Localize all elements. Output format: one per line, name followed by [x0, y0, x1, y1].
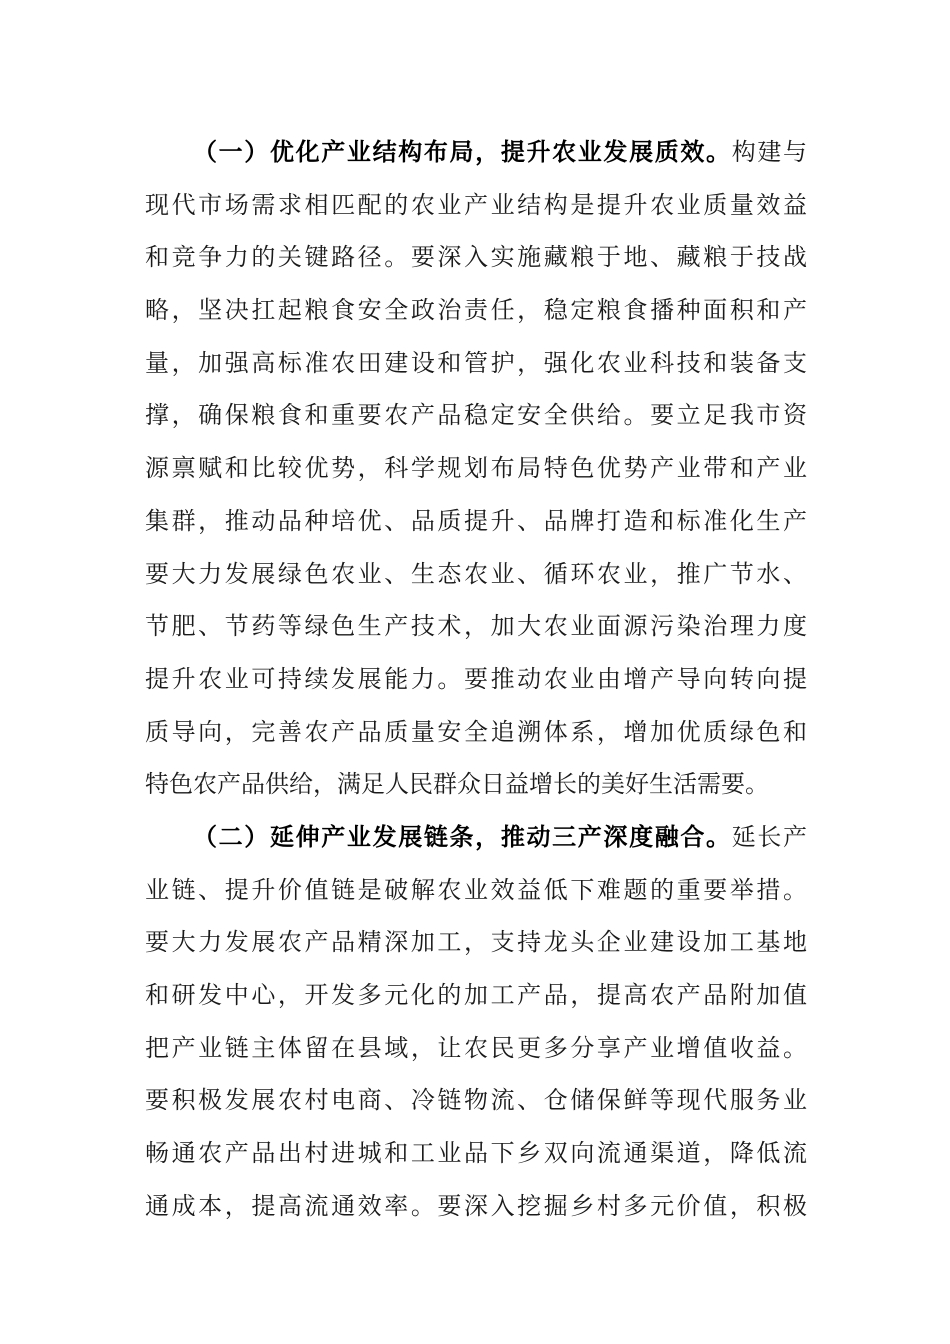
text-line: 畅通农产品出村进城和工业品下乡双向流通渠道，降低流 — [145, 1139, 807, 1168]
text-line: 通成本，提高流通效率。要深入挖掘乡村多元价值，积极 — [145, 1191, 807, 1220]
paragraph-2-heading: （二）延伸产业发展链条，推动三产深度融合。 — [193, 822, 732, 851]
text-line: 现代市场需求相匹配的农业产业结构是提升农业质量效益 — [145, 190, 807, 219]
text-line: 集群，推动品种培优、品质提升、品牌打造和标准化生产 — [145, 506, 807, 535]
text-line: 量，加强高标准农田建设和管护，强化农业科技和装备支 — [145, 348, 807, 377]
paragraph-1 — [145, 126, 807, 811]
text-line: 把产业链主体留在县域，让农民更多分享产业增值收益。 — [145, 1033, 807, 1062]
text-line: 和研发中心，开发多元化的加工产品，提高农产品附加值 — [145, 981, 807, 1009]
paragraph-1-first-line — [145, 126, 807, 179]
text-line: 略，坚决扛起粮食安全政治责任，稳定粮食播种面积和产 — [145, 296, 807, 325]
document-body — [145, 126, 807, 1232]
text-line: 和竞争力的关键路径。要深入实施藏粮于地、藏粮于技战 — [145, 243, 807, 272]
text-line: 撑，确保粮食和重要农产品稳定安全供给。要立足我市资 — [145, 401, 807, 430]
text-line: 提升农业可持续发展能力。要推动农业由增产导向转向提 — [145, 664, 807, 693]
paragraph-1-heading: （一）优化产业结构布局，提升农业发展质效。 — [193, 138, 732, 166]
text-line: 要积极发展农村电商、冷链物流、仓储保鲜等现代服务业 — [145, 1086, 807, 1115]
text-line: 节肥、节药等绿色生产技术，加大农业面源污染治理力度 — [145, 612, 807, 641]
text-line: 要大力发展绿色农业、生态农业、循环农业，推广节水、 — [145, 559, 807, 588]
paragraph-2-first-line — [145, 811, 807, 864]
paragraph-1-first-line-text: 构建与 — [731, 138, 808, 166]
text-line: 业链、提升价值链是破解农业效益低下难题的重要举措。 — [145, 875, 807, 904]
paragraph-2-first-line-text: 延长产 — [731, 822, 808, 851]
text-line: 特色农产品供给，满足人民群众日益增长的美好生活需要。 — [145, 770, 769, 799]
text-line: 要大力发展农产品精深加工，支持龙头企业建设加工基地 — [145, 928, 807, 957]
text-line: 质导向，完善农产品质量安全追溯体系，增加优质绿色和 — [145, 717, 807, 746]
text-line: 源禀赋和比较优势，科学规划布局特色优势产业带和产业 — [145, 454, 807, 483]
paragraph-2 — [145, 811, 807, 1233]
